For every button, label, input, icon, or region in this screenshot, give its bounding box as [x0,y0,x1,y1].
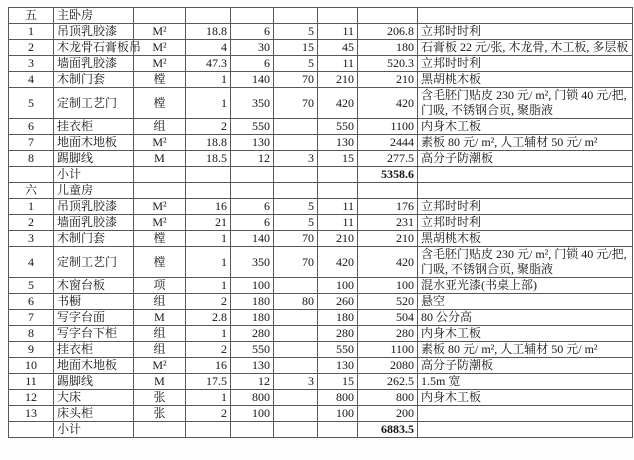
cell-quantity: 1 [186,278,231,294]
cell-name: 吊顶乳胶漆 [54,199,134,215]
cell-quantity: 47.3 [186,56,231,72]
cell-unit [134,183,186,199]
cell-total: 200 [358,406,418,422]
cell-total: 277.5 [358,151,418,167]
cell-remark: 含毛胚门贴皮 230 元/ m², 门锁 40 元/把, 门吸, 不锈钢合页, 聚脂液 [418,88,633,119]
cell-name: 木龙骨石膏板吊 [54,40,134,56]
cell-name: 地面木地板 [54,135,134,151]
cell-total [358,183,418,199]
cell-quantity: 16 [186,358,231,374]
cell-unit: 组 [134,119,186,135]
cell-unit: 组 [134,294,186,310]
cell-quantity [186,422,231,438]
item-row [9,72,633,88]
cell-price2: 70 [274,247,318,278]
item-row [9,358,633,374]
cell-name: 写字台面 [54,310,134,326]
cell-price3 [318,422,358,438]
cell-remark: 立邦时时利 [418,199,633,215]
item-row [9,151,633,167]
cell-price3 [318,8,358,24]
cell-price2: 3 [274,151,318,167]
cell-price2 [274,278,318,294]
cell-price1: 130 [231,358,274,374]
cell-price1: 6 [231,215,274,231]
cell-total: 262.5 [358,374,418,390]
cell-quantity: 1 [186,247,231,278]
item-row [9,278,633,294]
item-row [9,390,633,406]
item-row [9,199,633,215]
cell-total: 210 [358,72,418,88]
quotation-table [8,7,633,438]
cell-quantity: 2 [186,406,231,422]
cell-price3: 130 [318,358,358,374]
cell-price3: 210 [318,231,358,247]
cell-total: 280 [358,326,418,342]
cell-seq: 11 [9,374,54,390]
cell-seq: 7 [9,310,54,326]
cell-seq: 7 [9,135,54,151]
cell-name: 木窗台板 [54,278,134,294]
cell-price2 [274,167,318,183]
cell-name: 地面木地板 [54,358,134,374]
cell-unit: 张 [134,406,186,422]
cell-remark: 素板 80 元/ m², 人工辅材 50 元/ m² [418,342,633,358]
cell-price1 [231,422,274,438]
cell-remark: 立邦时时利 [418,215,633,231]
cell-quantity: 2 [186,294,231,310]
item-row [9,310,633,326]
cell-subtotal-label: 小计 [54,422,134,438]
cell-total: 1100 [358,119,418,135]
cell-remark: 内身木工板 [418,326,633,342]
cell-price1 [231,167,274,183]
cell-total: 800 [358,390,418,406]
cell-price2: 5 [274,199,318,215]
cell-price2: 5 [274,24,318,40]
cell-remark: 素板 80 元/ m², 人工辅材 50 元/ m² [418,135,633,151]
cell-quantity: 18.8 [186,24,231,40]
cell-price3: 210 [318,72,358,88]
item-row [9,56,633,72]
item-row [9,135,633,151]
cell-seq: 9 [9,342,54,358]
cell-quantity: 2 [186,342,231,358]
cell-total: 210 [358,231,418,247]
item-row [9,231,633,247]
cell-seq: 5 [9,88,54,119]
item-row [9,342,633,358]
cell-price3 [318,167,358,183]
cell-price3: 280 [318,326,358,342]
cell-subtotal-label: 小计 [54,167,134,183]
cell-quantity [186,183,231,199]
cell-total: 420 [358,247,418,278]
cell-unit: 项 [134,278,186,294]
cell-remark: 含毛胚门贴皮 230 元/ m², 门锁 40 元/把, 门吸, 不锈钢合页, 聚脂液 [418,247,633,278]
cell-quantity: 21 [186,215,231,231]
cell-unit: 樘 [134,247,186,278]
cell-name: 儿童房 [54,183,134,199]
cell-price3: 180 [318,310,358,326]
cell-price1: 30 [231,40,274,56]
cell-remark: 高分子防潮板 [418,151,633,167]
cell-seq: 4 [9,72,54,88]
cell-price2 [274,326,318,342]
cell-price3: 45 [318,40,358,56]
cell-name: 床头柜 [54,406,134,422]
cell-unit [134,8,186,24]
cell-price3 [318,183,358,199]
cell-price2: 3 [274,374,318,390]
cell-name: 书橱 [54,294,134,310]
cell-unit: M² [134,215,186,231]
cell-price2 [274,119,318,135]
cell-quantity: 1 [186,72,231,88]
cell-price3: 11 [318,24,358,40]
cell-total: 100 [358,278,418,294]
cell-quantity [186,167,231,183]
cell-quantity: 1 [186,231,231,247]
cell-price2 [274,135,318,151]
cell-price1: 550 [231,342,274,358]
cell-name: 踢脚线 [54,374,134,390]
cell-remark: 立邦时时利 [418,24,633,40]
item-row [9,40,633,56]
cell-price1: 550 [231,119,274,135]
cell-total: 2444 [358,135,418,151]
cell-unit: 樘 [134,88,186,119]
cell-unit: 张 [134,390,186,406]
section-header-row [9,183,633,199]
cell-name: 写字台下柜 [54,326,134,342]
cell-price1: 140 [231,231,274,247]
cell-price2 [274,8,318,24]
cell-unit: 组 [134,342,186,358]
cell-price3: 260 [318,294,358,310]
cell-unit: M² [134,135,186,151]
cell-price3: 15 [318,151,358,167]
cell-name: 大床 [54,390,134,406]
cell-subtotal-value: 5358.6 [358,167,418,183]
cell-remark: 1.5m 宽 [418,374,633,390]
cell-price1: 6 [231,199,274,215]
subtotal-row [9,422,633,438]
cell-remark: 内身木工板 [418,390,633,406]
cell-seq: 2 [9,40,54,56]
cell-quantity: 2.8 [186,310,231,326]
cell-quantity: 18.5 [186,151,231,167]
cell-unit: M² [134,40,186,56]
cell-price3: 130 [318,135,358,151]
cell-unit: M² [134,56,186,72]
cell-unit: 樘 [134,231,186,247]
cell-price2 [274,390,318,406]
cell-price1: 12 [231,374,274,390]
subtotal-row [9,167,633,183]
cell-price2 [274,342,318,358]
cell-total [358,8,418,24]
cell-name: 木制门套 [54,231,134,247]
cell-unit: 樘 [134,72,186,88]
cell-quantity: 18.8 [186,135,231,151]
section-header-row [9,8,633,24]
cell-remark [418,422,633,438]
cell-remark: 80 公分高 [418,310,633,326]
cell-price3: 11 [318,56,358,72]
cell-total: 1100 [358,342,418,358]
cell-name: 吊顶乳胶漆 [54,24,134,40]
cell-unit: M² [134,199,186,215]
cell-price3: 11 [318,215,358,231]
cell-name: 定制工艺门 [54,247,134,278]
cell-price2: 5 [274,56,318,72]
cell-price3: 420 [318,88,358,119]
cell-price3: 15 [318,374,358,390]
cell-price1 [231,8,274,24]
cell-price1: 800 [231,390,274,406]
cell-price2: 5 [274,215,318,231]
item-row [9,374,633,390]
cell-quantity [186,8,231,24]
cell-total: 520 [358,294,418,310]
cell-price1: 350 [231,88,274,119]
cell-total: 2080 [358,358,418,374]
item-row [9,326,633,342]
cell-price3: 100 [318,278,358,294]
cell-name: 定制工艺门 [54,88,134,119]
cell-price1: 280 [231,326,274,342]
cell-price1: 6 [231,56,274,72]
cell-price2: 70 [274,231,318,247]
cell-price2 [274,422,318,438]
cell-unit: M [134,310,186,326]
cell-remark: 混水亚光漆(书桌上部) [418,278,633,294]
cell-seq: 3 [9,231,54,247]
cell-total: 520.3 [358,56,418,72]
item-row [9,88,633,119]
cell-remark: 悬空 [418,294,633,310]
cell-price1: 12 [231,151,274,167]
cell-remark: 黑胡桃木板 [418,72,633,88]
cell-seq: 2 [9,215,54,231]
cell-total: 504 [358,310,418,326]
cell-price1: 100 [231,278,274,294]
cell-remark: 石膏板 22 元/张, 木龙骨, 木工板, 多层板 [418,40,633,56]
cell-seq: 1 [9,199,54,215]
cell-name: 墙面乳胶漆 [54,215,134,231]
cell-unit: M² [134,24,186,40]
cell-quantity: 2 [186,119,231,135]
cell-seq: 6 [9,294,54,310]
cell-seq: 8 [9,151,54,167]
cell-price2 [274,406,318,422]
cell-quantity: 1 [186,326,231,342]
cell-price3: 11 [318,199,358,215]
cell-total: 180 [358,40,418,56]
cell-total: 420 [358,88,418,119]
cell-price2: 70 [274,88,318,119]
cell-name: 木制门套 [54,72,134,88]
item-row [9,119,633,135]
cell-price1: 180 [231,310,274,326]
cell-unit: 组 [134,326,186,342]
cell-total: 176 [358,199,418,215]
item-row [9,294,633,310]
cell-price3: 550 [318,119,358,135]
cell-remark [418,406,633,422]
cell-remark [418,183,633,199]
cell-price2 [274,310,318,326]
cell-remark: 内身木工板 [418,119,633,135]
cell-name: 主卧房 [54,8,134,24]
cell-price2 [274,183,318,199]
cell-seq: 3 [9,56,54,72]
item-row [9,24,633,40]
cell-price2 [274,358,318,374]
cell-name: 挂衣柜 [54,119,134,135]
cell-remark [418,8,633,24]
cell-quantity: 4 [186,40,231,56]
cell-seq: 10 [9,358,54,374]
cell-seq: 6 [9,119,54,135]
cell-price1: 350 [231,247,274,278]
cell-quantity: 16 [186,199,231,215]
cell-price3: 800 [318,390,358,406]
cell-remark: 高分子防潮板 [418,358,633,374]
cell-name: 墙面乳胶漆 [54,56,134,72]
cell-seq: 5 [9,278,54,294]
cell-price1: 6 [231,24,274,40]
cell-subtotal-value: 6883.5 [358,422,418,438]
cell-seq [9,422,54,438]
cell-price1: 100 [231,406,274,422]
cell-name: 踢脚线 [54,151,134,167]
cell-price2: 70 [274,72,318,88]
cell-seq: 五 [9,8,54,24]
cell-quantity: 1 [186,390,231,406]
item-row [9,215,633,231]
cell-seq: 12 [9,390,54,406]
cell-unit: M² [134,358,186,374]
table-body [9,8,633,438]
cell-unit [134,422,186,438]
item-row [9,406,633,422]
cell-price1: 140 [231,72,274,88]
cell-price1 [231,183,274,199]
cell-price2: 15 [274,40,318,56]
cell-seq: 13 [9,406,54,422]
cell-seq: 六 [9,183,54,199]
cell-price3: 420 [318,247,358,278]
cell-price3: 550 [318,342,358,358]
cell-price1: 130 [231,135,274,151]
cell-seq: 8 [9,326,54,342]
cell-remark: 立邦时时利 [418,56,633,72]
cell-quantity: 1 [186,88,231,119]
cell-remark: 黑胡桃木板 [418,231,633,247]
cell-seq: 4 [9,247,54,278]
cell-unit [134,167,186,183]
cell-total: 231 [358,215,418,231]
cell-price2: 80 [274,294,318,310]
cell-quantity: 17.5 [186,374,231,390]
cell-remark [418,167,633,183]
item-row [9,247,633,278]
cell-name: 挂衣柜 [54,342,134,358]
cell-price1: 180 [231,294,274,310]
cell-unit: M [134,374,186,390]
cell-unit: M [134,151,186,167]
cell-seq [9,167,54,183]
cell-seq: 1 [9,24,54,40]
cell-price3: 100 [318,406,358,422]
cell-total: 206.8 [358,24,418,40]
